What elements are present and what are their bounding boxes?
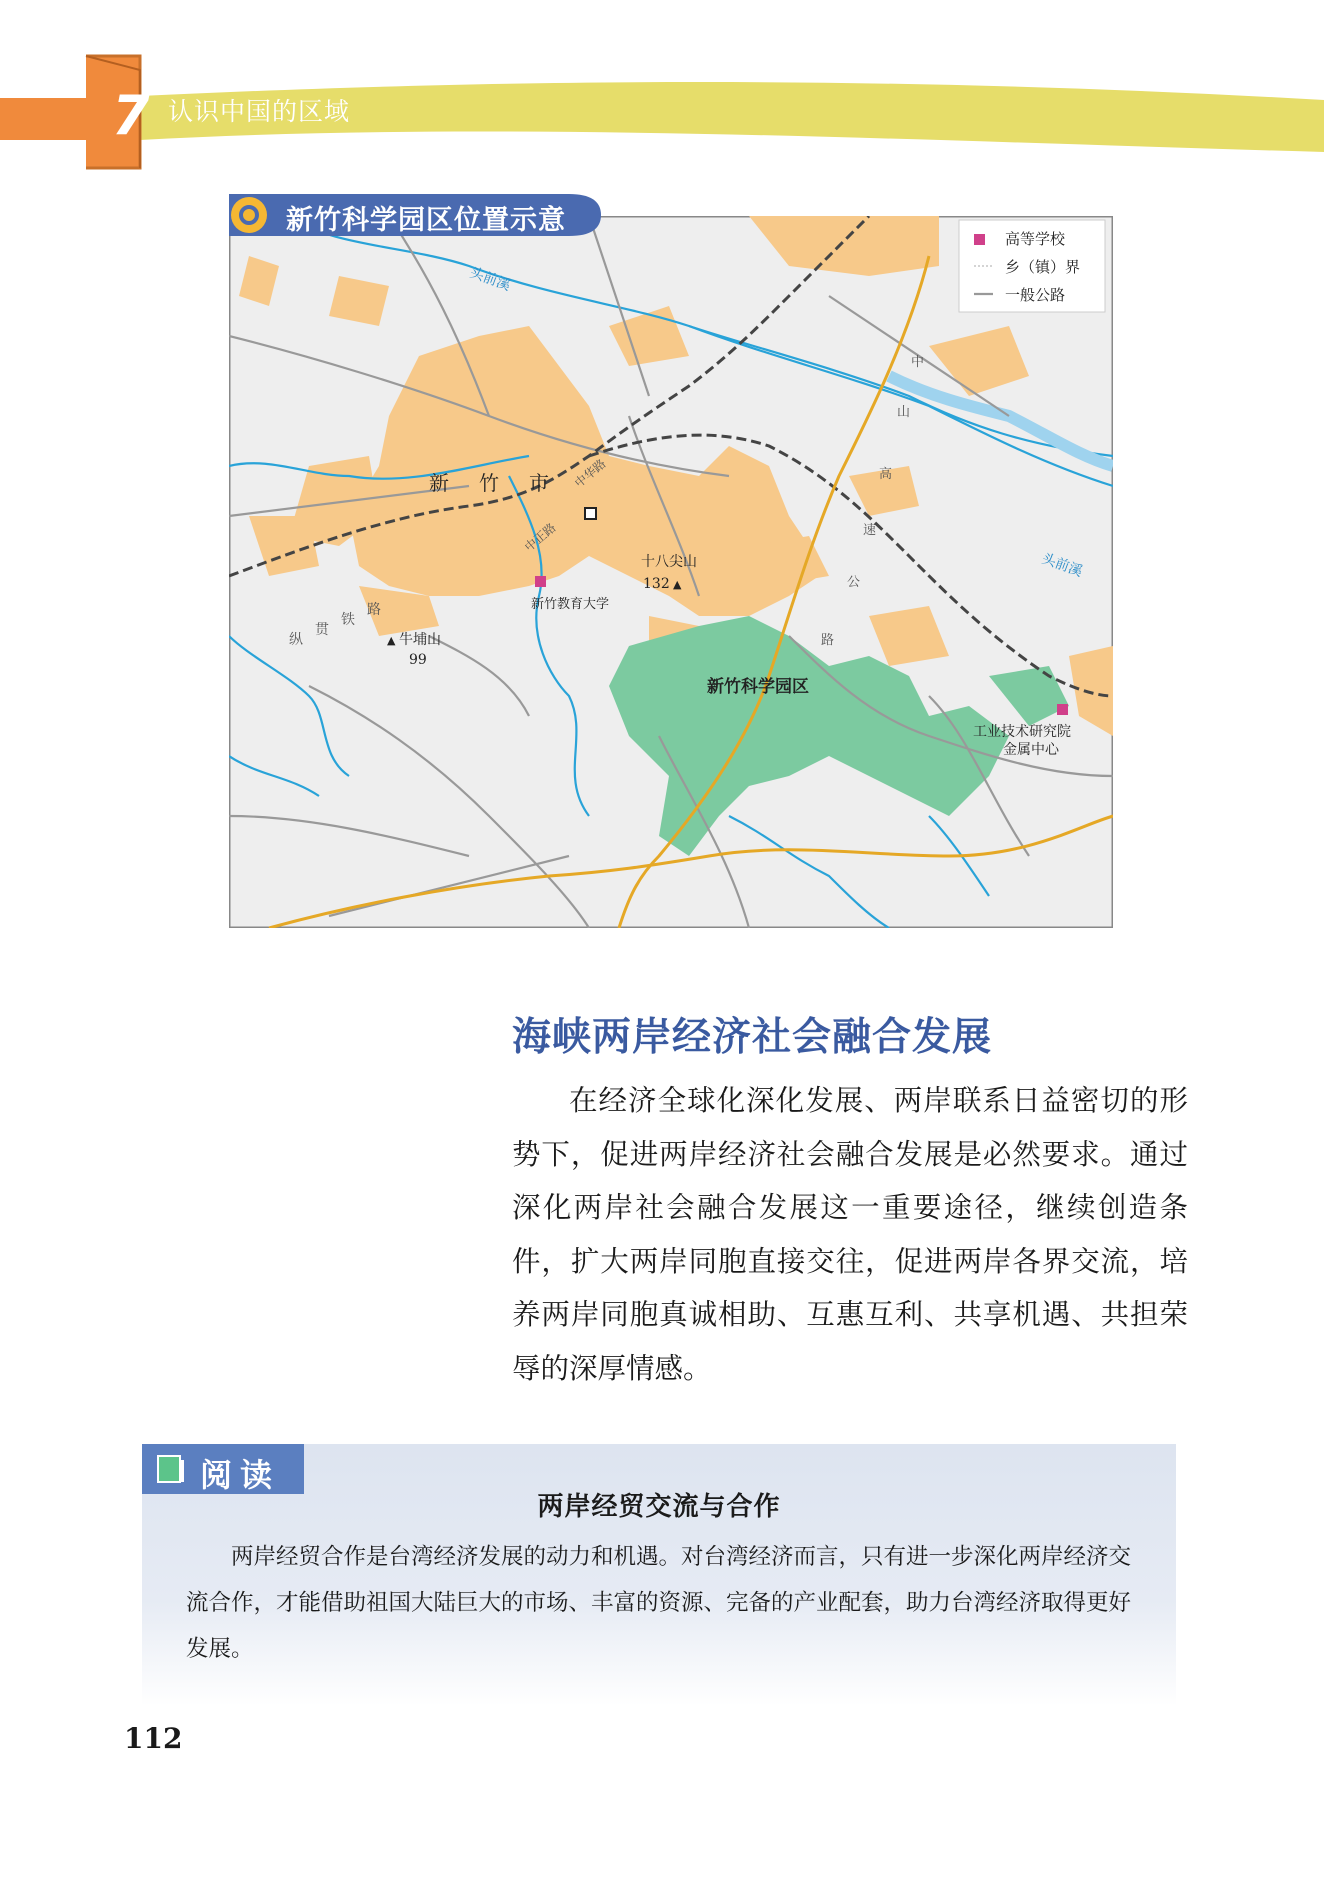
reading-tag-label: 阅读 [200, 1456, 281, 1494]
hsinchu-park-map [229, 216, 1113, 928]
river-label-e: 头前溪 [1039, 550, 1085, 581]
university-icon [535, 576, 546, 587]
river-label-nw: 头前溪 [467, 264, 513, 295]
map-title: 新竹科学园区位置示意 [286, 205, 566, 236]
science-park-label: 新竹科学园区 [707, 677, 809, 697]
legend-general-road: 一般公路 [1005, 286, 1066, 304]
road-label-a: 中华路 [571, 456, 609, 491]
peak-triangle-18: ▲ [673, 578, 682, 591]
reading-paragraph: 两岸经贸合作是台湾经济发展的动力和机遇。对台湾经济而言，只有进一步深化两岸经济交流合作，才能借助祖国大陆巨大的市场、丰富的资源、完备的产业配套，助力台湾经济取得更好发展。 [186, 1544, 1132, 1662]
chapter-header-band [0, 0, 1324, 180]
legend-township-border: 乡（镇）界 [1005, 258, 1081, 276]
highway-char-4: 速 [863, 523, 877, 538]
page-number: 112 [124, 1722, 183, 1755]
peak-elev-niupu: 99 [409, 652, 427, 668]
peak-label-niupu: 牛埔山 [399, 632, 441, 648]
railway-char-5: 路 [367, 602, 381, 618]
university-label: 新竹教育大学 [531, 597, 610, 612]
highway-char-3: 高 [879, 467, 893, 482]
section-body [512, 1074, 1188, 1396]
legend-university: 高等学校 [1005, 230, 1066, 248]
chapter-number: 7 [112, 84, 150, 147]
city-label-2: 竹 [479, 471, 499, 495]
institute-label-1: 工业技术研究院 [973, 724, 1071, 740]
railway-char-2: 纵 [289, 632, 303, 648]
peak-triangle-niupu: ▲ [387, 634, 396, 647]
reading-body [186, 1534, 1134, 1672]
highway-char-6: 路 [821, 633, 835, 648]
highway-char-5: 公 [847, 575, 861, 590]
railway-char-4: 铁 [341, 612, 355, 628]
institute-icon [1057, 704, 1068, 715]
highway-char-1: 中 [911, 355, 925, 370]
chapter-title: 认识中国的区域 [168, 97, 351, 126]
book-icon [156, 1454, 186, 1484]
institute-label-2: 金属中心 [1003, 742, 1059, 758]
railway-char-3: 贯 [315, 622, 329, 638]
section-paragraph: 在经济全球化深化发展、两岸联系日益密切的形势下，促进两岸经济社会融合发展是必然要求。通过深化两岸社会融合发展这一重要途径，继续创造条件，扩大两岸同胞直接交往，促进两岸各界交流，培养两岸同胞真诚相助、互惠互利、共享机遇、共担荣辱的深厚情感。 [512, 1084, 1188, 1385]
highway-char-2: 山 [897, 405, 911, 420]
station-icon [585, 508, 596, 519]
city-label-1: 新 [429, 471, 449, 495]
peak-label-18: 十八尖山 [641, 554, 697, 570]
road-label-b: 中正路 [521, 520, 559, 555]
peak-elev-18: 132 [643, 576, 670, 592]
section-heading: 海峡两岸经济社会融合发展 [512, 1015, 993, 1060]
city-label-3: 市 [529, 471, 549, 495]
reading-title: 两岸经贸交流与合作 [537, 1492, 781, 1522]
